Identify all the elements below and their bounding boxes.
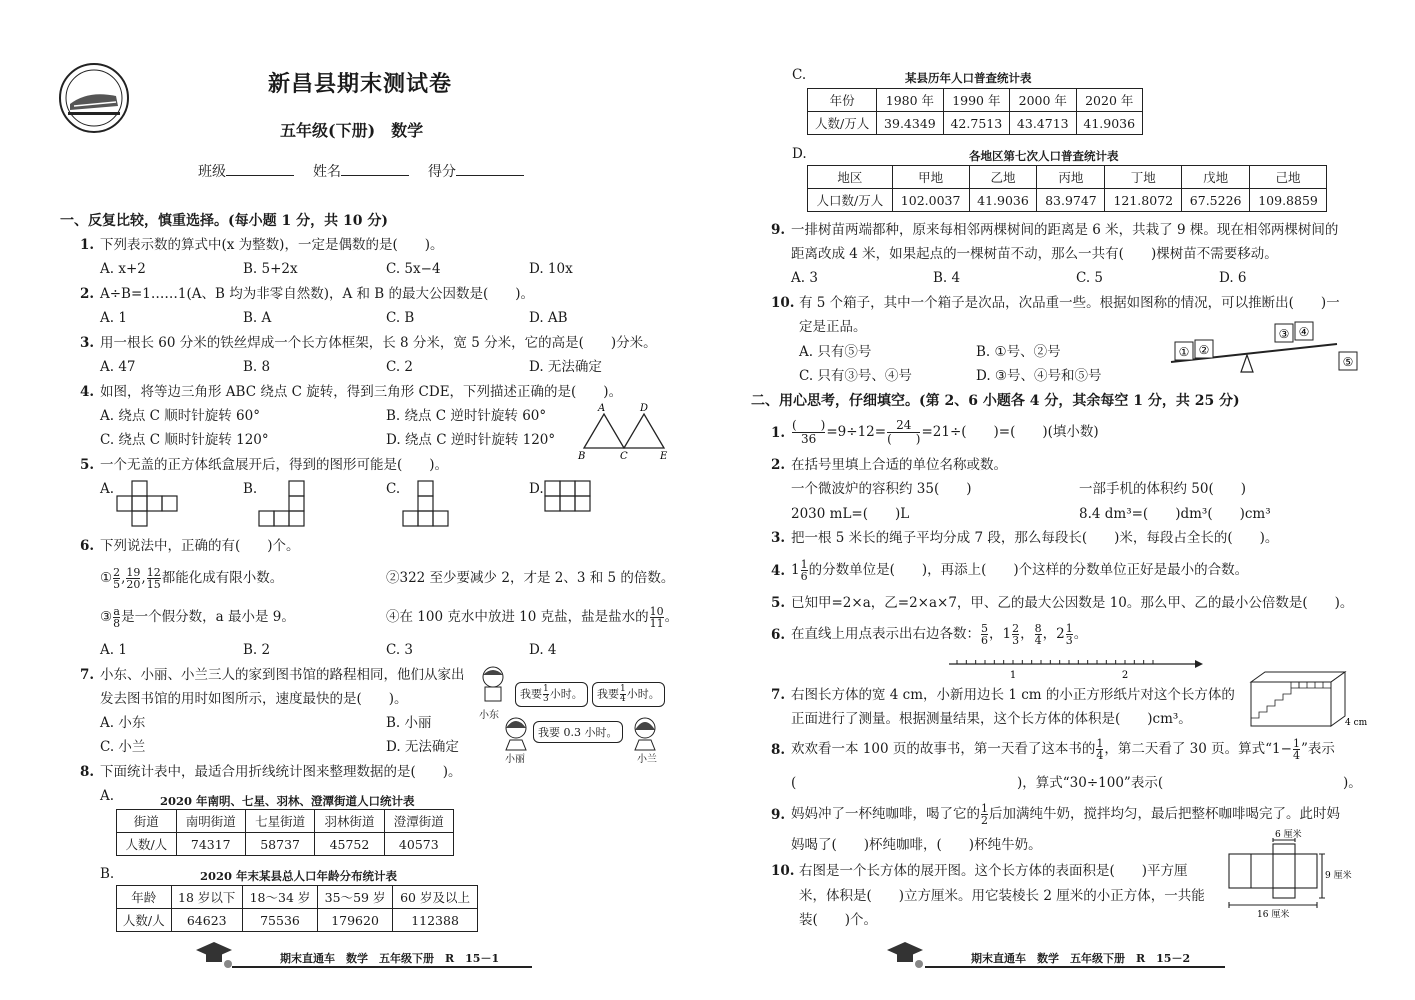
net-side-label: 9 厘米 bbox=[1325, 871, 1352, 881]
f2-left-1: 一个微波炉的容积约 35( ) bbox=[791, 481, 972, 497]
f5-number: 5. bbox=[771, 595, 786, 611]
q6-option-c: C. 3 bbox=[386, 642, 414, 658]
q1-option-a: A. x+2 bbox=[100, 261, 146, 277]
q8-table-a bbox=[116, 809, 454, 856]
bubble-xiaodong: 我要 $\frac{1}{3}$ 小时。 bbox=[515, 682, 588, 707]
q8-table-c-caption: 某县历年人口普查统计表 bbox=[905, 71, 1032, 85]
q3-option-c: C. 2 bbox=[386, 359, 414, 375]
q9-number: 9. bbox=[771, 222, 786, 238]
q8-table-c bbox=[807, 88, 1143, 135]
q10-number: 10. bbox=[771, 295, 795, 311]
footer-line bbox=[232, 966, 532, 968]
f2-right-2: 8.4 dm³=( )dm³( )cm³ bbox=[1079, 506, 1271, 522]
q9-text-line2: 距离改成 4 米，如果起点的一棵树苗不动，那么一共有( )棵树苗不需要移动。 bbox=[791, 246, 1278, 262]
f10-number: 10. bbox=[771, 863, 795, 879]
box-3-label: ③ bbox=[1278, 327, 1290, 341]
q8-option-a: A. bbox=[100, 788, 115, 804]
name-xiaoli: 小丽 bbox=[505, 754, 525, 765]
f4-number: 4. bbox=[771, 563, 786, 579]
q8-table-b-caption: 2020 年末某县总人口年龄分布统计表 bbox=[200, 869, 398, 883]
f3-text: 把一根 5 米长的绳子平均分成 7 段，那么每段长( )米，每段占全长的( )。 bbox=[791, 530, 1279, 546]
q3-option-a: A. 47 bbox=[100, 359, 136, 375]
q1-number: 1. bbox=[80, 237, 95, 253]
f7-text-line1: 右图长方体的宽 4 cm，小新用边长 1 cm 的小正方形纸片对这个长方体的 bbox=[791, 687, 1235, 703]
q10-option-c: C. 只有③号、④号 bbox=[799, 368, 912, 384]
q4-number: 4. bbox=[80, 384, 95, 400]
left-page bbox=[0, 0, 707, 1000]
net-b-figure bbox=[258, 480, 308, 528]
name-xiaodong: 小东 bbox=[479, 710, 499, 721]
q8-table-a-caption: 2020 年南明、七星、羽林、澄潭街道人口统计表 bbox=[160, 794, 415, 808]
q4-option-c: C. 绕点 C 顺时针旋转 120° bbox=[100, 432, 269, 448]
q2-text: A÷B=1……1(A、B 均为非零自然数)，A 和 B 的最大公因数是( )。 bbox=[100, 286, 535, 302]
q3-option-b: B. 8 bbox=[243, 359, 271, 375]
section-2-heading: 二、用心思考，仔细填空。(第 2、6 小题各 4 分，其余每空 1 分，共 25 分) bbox=[751, 393, 1240, 409]
f7-number: 7. bbox=[771, 687, 786, 703]
q6-statement-4: ④在 100 克水中放进 10 克盐，盐是盐水的 $\frac{10}{11}$ 。 bbox=[386, 605, 679, 630]
f4-text: 1 $\frac{1}{6}$ 的分数单位是( )，再添上( )个这样的分数单位正好是最小的合数。 bbox=[791, 558, 1249, 583]
q1-option-c: C. 5x−4 bbox=[386, 261, 441, 277]
q3-text: 用一根长 60 分米的铁丝焊成一个长方体框架，长 8 分米，宽 5 分米，它的高是( )分米。 bbox=[100, 335, 657, 351]
q10-text-line2: 定是正品。 bbox=[799, 319, 867, 335]
q9-option-c: C. 5 bbox=[1076, 270, 1104, 286]
net-a-figure bbox=[116, 480, 182, 528]
cuboid-width-label: 4 cm bbox=[1345, 718, 1368, 728]
footer-text-left: 期末直通车 数学 五年级下册 R 15－1 bbox=[280, 952, 500, 965]
q8-table-d bbox=[807, 165, 1327, 212]
f7-text-line2: 正面进行了测量。根据测量结果，这个长方体的体积是( )cm³。 bbox=[791, 711, 1192, 727]
page-title: 新昌县期末测试卷 bbox=[268, 71, 453, 97]
q5-option-b: B. bbox=[243, 481, 258, 497]
number-line-figure bbox=[945, 656, 1205, 684]
f2-text: 在括号里填上合适的单位名称或数。 bbox=[791, 457, 1007, 473]
table-row: 街道 南明街道 七星街道 羽林街道 澄潭街道 bbox=[117, 810, 454, 833]
bubble-xiaoli: 我要 0.3 小时。 bbox=[533, 721, 623, 743]
q4-text: 如图，将等边三角形 ABC 绕点 C 旋转，得到三角形 CDE，下列描述正确的是( )。 bbox=[100, 384, 623, 400]
f1-number: 1. bbox=[771, 425, 786, 441]
q8-option-d: D. bbox=[792, 146, 807, 162]
q6-option-a: A. 1 bbox=[100, 642, 127, 658]
q8-text: 下面统计表中，最适合用折线统计图来整理数据的是( )。 bbox=[100, 764, 462, 780]
q6-statement-1: ① $\frac{2}{5}$ , $\frac{19}{20}$ , $\frac{12}{15}$ 都能化成有限小数。 bbox=[100, 566, 284, 591]
f10-text-line3: 装( )个。 bbox=[799, 912, 878, 928]
q3-number: 3. bbox=[80, 335, 95, 351]
tick-label-2: 2 bbox=[1121, 670, 1129, 681]
table-row: 地区 甲地 乙地 丙地 丁地 戊地 己地 bbox=[808, 166, 1327, 189]
f2-left-2: 2030 mL=( )L bbox=[791, 506, 910, 522]
q1-text: 下列表示数的算式中(x 为整数)，一定是偶数的是( )。 bbox=[100, 237, 444, 253]
q8-table-d-caption: 各地区第七次人口普查统计表 bbox=[969, 149, 1119, 163]
net-top-label: 6 厘米 bbox=[1275, 830, 1302, 840]
q7-option-d: D. 无法确定 bbox=[386, 739, 459, 755]
q6-option-d: D. 4 bbox=[529, 642, 557, 658]
q8-number: 8. bbox=[80, 764, 95, 780]
q8-option-b: B. bbox=[100, 866, 115, 882]
right-page bbox=[707, 0, 1415, 1000]
q9-option-b: B. 4 bbox=[933, 270, 961, 286]
cuboid-net-figure bbox=[1221, 828, 1352, 920]
q1-option-d: D. 10x bbox=[529, 261, 573, 277]
f2-number: 2. bbox=[771, 457, 786, 473]
q7-option-a: A. 小东 bbox=[100, 715, 146, 731]
label-b: B bbox=[578, 451, 586, 462]
q2-number: 2. bbox=[80, 286, 95, 302]
q6-number: 6. bbox=[80, 538, 95, 554]
q6-text: 下列说法中，正确的有( )个。 bbox=[100, 538, 300, 554]
net-bottom-label: 16 厘米 bbox=[1257, 910, 1290, 920]
q9-option-a: A. 3 bbox=[791, 270, 818, 286]
q10-option-a: A. 只有⑤号 bbox=[799, 344, 872, 360]
box-4-label: ④ bbox=[1298, 325, 1310, 339]
q9-text-line1: 一排树苗两端都种，原来每相邻两棵树间的距离是 6 米，共栽了 9 棵。现在相邻两棵树间的 bbox=[791, 222, 1339, 238]
cuboid-staircase-figure bbox=[1249, 668, 1369, 730]
f2-right-1: 一部手机的体积约 50( ) bbox=[1079, 481, 1247, 497]
girl-xiaoli-icon bbox=[502, 716, 530, 750]
q10-option-b: B. ①号、②号 bbox=[976, 344, 1061, 360]
f8-text-line1: 欢欢看一本 100 页的故事书，第一天看了这本书的 $\frac{1}{4}$ ，第二天看了 30 页。算式“1− $\frac{1}{4}$ ”表示 bbox=[791, 737, 1335, 762]
q6-statement-2: ②322 至少要减少 2，才是 2、3 和 5 的倍数。 bbox=[386, 570, 675, 586]
footer-text-right: 期末直通车 数学 五年级下册 R 15－2 bbox=[971, 952, 1191, 965]
f10-text-line2: 米，体积是( )立方厘米。用它装棱长 2 厘米的小正方体，一共能 bbox=[799, 888, 1205, 904]
q3-option-d: D. 无法确定 bbox=[529, 359, 602, 375]
girl-xiaolan-icon bbox=[630, 716, 660, 750]
q7-text-line2: 发去图书馆的用时如图所示，速度最快的是( )。 bbox=[100, 691, 408, 707]
f3-number: 3. bbox=[771, 530, 786, 546]
q5-text: 一个无盖的正方体纸盒展开后，得到的图形可能是( )。 bbox=[100, 457, 449, 473]
q6-option-b: B. 2 bbox=[243, 642, 271, 658]
q4-option-d: D. 绕点 C 逆时针旋转 120° bbox=[386, 432, 556, 448]
box-1-label: ① bbox=[1178, 345, 1190, 359]
label-d: D bbox=[640, 403, 649, 414]
f9-text-line1: 妈妈冲了一杯纯咖啡，喝了它的 $\frac{1}{2}$ 后加满纯牛奶，搅拌均匀，最后把整杯咖啡喝完了。此时妈 bbox=[791, 802, 1340, 827]
f1-text: $\frac{( )}{36}$ =9÷12= $\frac{24}{( )}$ =21÷( )=( )(填小数) bbox=[792, 418, 1099, 446]
name-field: 姓名 bbox=[313, 163, 409, 181]
train-logo-icon bbox=[58, 62, 130, 134]
label-e: E bbox=[660, 451, 668, 462]
box-5-label: ⑤ bbox=[1342, 355, 1354, 369]
f6-text: 在直线上用点表示出右边各数： $\frac{5}{6}$ ，1 $\frac{2}{3}$ ， $\frac{8}{4}$ ，2 $\frac{1}{3}$ 。 bbox=[791, 622, 1088, 647]
f9-text-line2: 妈喝了( )杯纯咖啡，( )杯纯牛奶。 bbox=[791, 837, 1042, 853]
label-c: C bbox=[620, 451, 628, 462]
q5-option-a: A. bbox=[100, 481, 115, 497]
q6-statement-3: ③ $\frac{a}{8}$ 是一个假分数，a 最小是 9。 bbox=[100, 605, 295, 630]
page-subtitle: 五年级(下册) 数学 bbox=[280, 121, 424, 140]
q8-option-c: C. bbox=[792, 67, 807, 83]
q10-text-line1: 有 5 个箱子，其中一个箱子是次品，次品重一些。根据如图称的情况，可以推断出( )一 bbox=[799, 295, 1340, 311]
q8-table-b bbox=[116, 885, 478, 932]
q5-number: 5. bbox=[80, 457, 95, 473]
f10-text-line1: 右图是一个长方体的展开图。这个长方体的表面积是( )平方厘 bbox=[799, 863, 1188, 879]
q7-text-line1: 小东、小丽、小兰三人的家到图书馆的路程相同，他们从家出 bbox=[100, 667, 465, 683]
section-1-heading: 一、反复比较，慎重选择。(每小题 1 分，共 10 分) bbox=[60, 213, 388, 229]
footer-line bbox=[925, 966, 1225, 968]
tick-label-1: 1 bbox=[1009, 670, 1017, 681]
q1-option-b: B. 5+2x bbox=[243, 261, 298, 277]
q2-option-d: D. AB bbox=[529, 310, 568, 326]
q7-option-c: C. 小兰 bbox=[100, 739, 146, 755]
q9-option-d: D. 6 bbox=[1219, 270, 1247, 286]
net-c-figure bbox=[402, 480, 452, 528]
f8-line2-middle: )，算式“30÷100”表示( bbox=[1017, 775, 1164, 791]
label-a: A bbox=[598, 403, 606, 414]
balance-scale-figure bbox=[1167, 318, 1367, 376]
q4-option-a: A. 绕点 C 顺时针旋转 60° bbox=[100, 408, 260, 424]
f8-line2-open: ( bbox=[791, 775, 797, 791]
q2-option-a: A. 1 bbox=[100, 310, 127, 326]
f6-number: 6. bbox=[771, 627, 786, 643]
f8-line2-close: )。 bbox=[1343, 775, 1362, 791]
table-row: 年份 1980 年 1990 年 2000 年 2020 年 bbox=[808, 89, 1143, 112]
q7-number: 7. bbox=[80, 667, 95, 683]
q5-option-d: D. bbox=[529, 481, 544, 497]
boy-xiaodong-icon bbox=[478, 665, 508, 705]
q2-option-c: C. B bbox=[386, 310, 415, 326]
rotated-triangles-figure bbox=[576, 400, 672, 462]
q2-option-b: B. A bbox=[243, 310, 272, 326]
table-row: 人口数/万人 102.0037 41.9036 83.9747 121.8072 67.5226 109.8859 bbox=[808, 189, 1327, 212]
score-field: 得分 bbox=[428, 163, 524, 181]
table-row: 人数/人 64623 75536 179620 112388 bbox=[117, 909, 478, 932]
table-row: 年龄 18 岁以下 18～34 岁 35～59 岁 60 岁及以上 bbox=[117, 886, 478, 909]
name-xiaolan: 小兰 bbox=[637, 754, 657, 765]
bubble-xiaolan: 我要 $\frac{1}{4}$ 小时。 bbox=[592, 682, 665, 707]
net-d-figure bbox=[544, 480, 594, 514]
f5-text: 已知甲=2×a，乙=2×a×7，甲、乙的最大公因数是 10。那么甲、乙的最小公倍数是( )。 bbox=[791, 595, 1354, 611]
f9-number: 9. bbox=[771, 807, 786, 823]
graduation-cap-icon bbox=[883, 940, 931, 970]
q7-option-b: B. 小丽 bbox=[386, 715, 432, 731]
q4-option-b: B. 绕点 C 逆时针旋转 60° bbox=[386, 408, 547, 424]
q5-option-c: C. bbox=[386, 481, 401, 497]
table-row: 人数/万人 39.4349 42.7513 43.4713 41.9036 bbox=[808, 112, 1143, 135]
box-2-label: ② bbox=[1198, 343, 1210, 357]
class-field: 班级 bbox=[198, 163, 294, 181]
table-row: 人数/人 74317 58737 45752 40573 bbox=[117, 833, 454, 856]
q10-option-d: D. ③号、④号和⑤号 bbox=[976, 368, 1102, 384]
f8-number: 8. bbox=[771, 742, 786, 758]
